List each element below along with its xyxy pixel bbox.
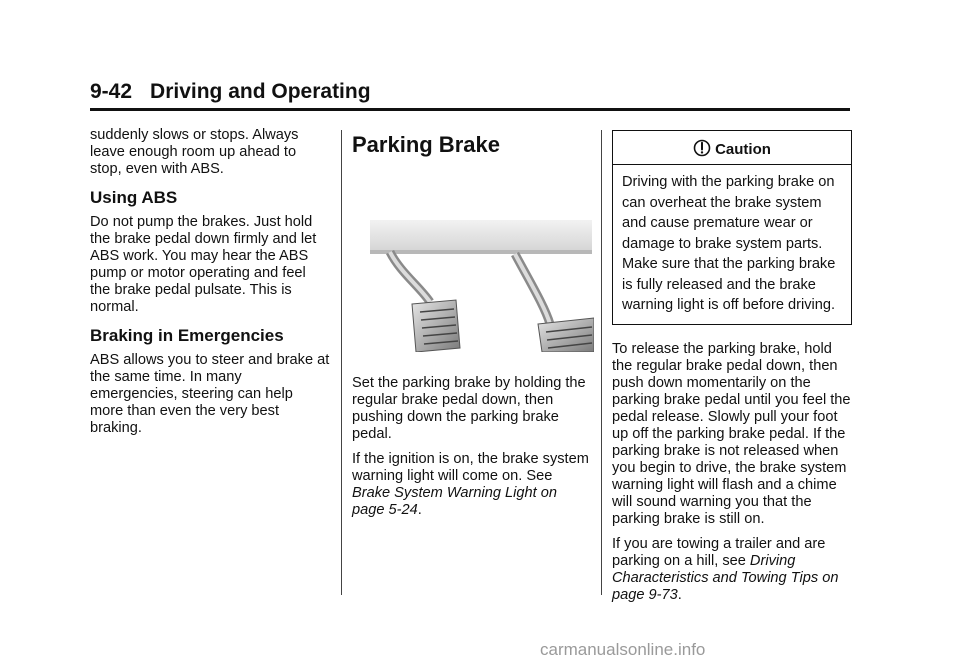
- caution-box: [612, 130, 852, 325]
- ignition-text: If the ignition is on, the brake system warning light will come on. See: [352, 451, 589, 484]
- brake-pedals-illustration: [360, 172, 594, 352]
- watermark: carmanualsonline.info: [540, 640, 706, 659]
- parking-brake-heading: Parking Brake: [352, 132, 500, 157]
- using-abs-paragraph: Do not pump the brakes. Just hold the brake pedal down firmly and let ABS work. You may hear the ABS pump or motor operating and feel the brake pedal pulsate. This is normal.: [90, 214, 317, 315]
- column-divider: [341, 130, 342, 595]
- warning-light-reference[interactable]: Brake System Warning Light on page 5-24: [352, 485, 557, 518]
- column-left: [90, 127, 330, 445]
- caution-icon: [693, 139, 711, 157]
- page-number: 9-42: [90, 80, 133, 103]
- page-header: [90, 80, 850, 111]
- caution-title: Caution: [715, 141, 771, 158]
- emergencies-paragraph: ABS allows you to steer and brake at the same time. In many emergencies, steering can help more than even the very best braking.: [90, 352, 330, 436]
- towing-tips-reference[interactable]: Driving Characteristics and Towing Tips on page 9-73: [612, 552, 839, 603]
- caution-header: [613, 131, 851, 165]
- release-paragraph: To release the parking brake, hold the regular brake pedal down, then push down momentarily on the parking brake pedal until you feel the pedal release. Slowly pull your foot up off the parking brake pedal. If the parking brake is not released when you begin to drive, the brake system warning light will flash and a chime will sound warning you that the parking brake is still on.: [612, 340, 851, 527]
- emergencies-heading: Braking in Emergencies: [90, 326, 284, 345]
- column-middle: [352, 132, 590, 527]
- intro-paragraph: suddenly slows or stops. Always leave enough room up ahead to stop, even with ABS.: [90, 127, 299, 177]
- column-right: [612, 130, 852, 612]
- set-brake-paragraph: Set the parking brake by holding the regular brake pedal down, then pushing down the parking brake pedal.: [352, 375, 586, 442]
- using-abs-heading: Using ABS: [90, 188, 178, 207]
- chapter-title: Driving and Operating: [150, 80, 371, 103]
- ignition-paragraph: If the ignition is on, the brake system warning light will come on. See Brake System Warning Light on page 5-24.: [352, 451, 589, 518]
- caution-text: Driving with the parking brake on can overheat the brake system and cause premature wear or damage to brake system parts. Make sure that the parking brake is fully released and the brake warning light is off before driving.: [622, 174, 836, 313]
- column-divider: [601, 130, 602, 595]
- towing-paragraph: If you are towing a trailer and are parking on a hill, see Driving Characteristics and Towing Tips on page 9-73.: [612, 535, 839, 603]
